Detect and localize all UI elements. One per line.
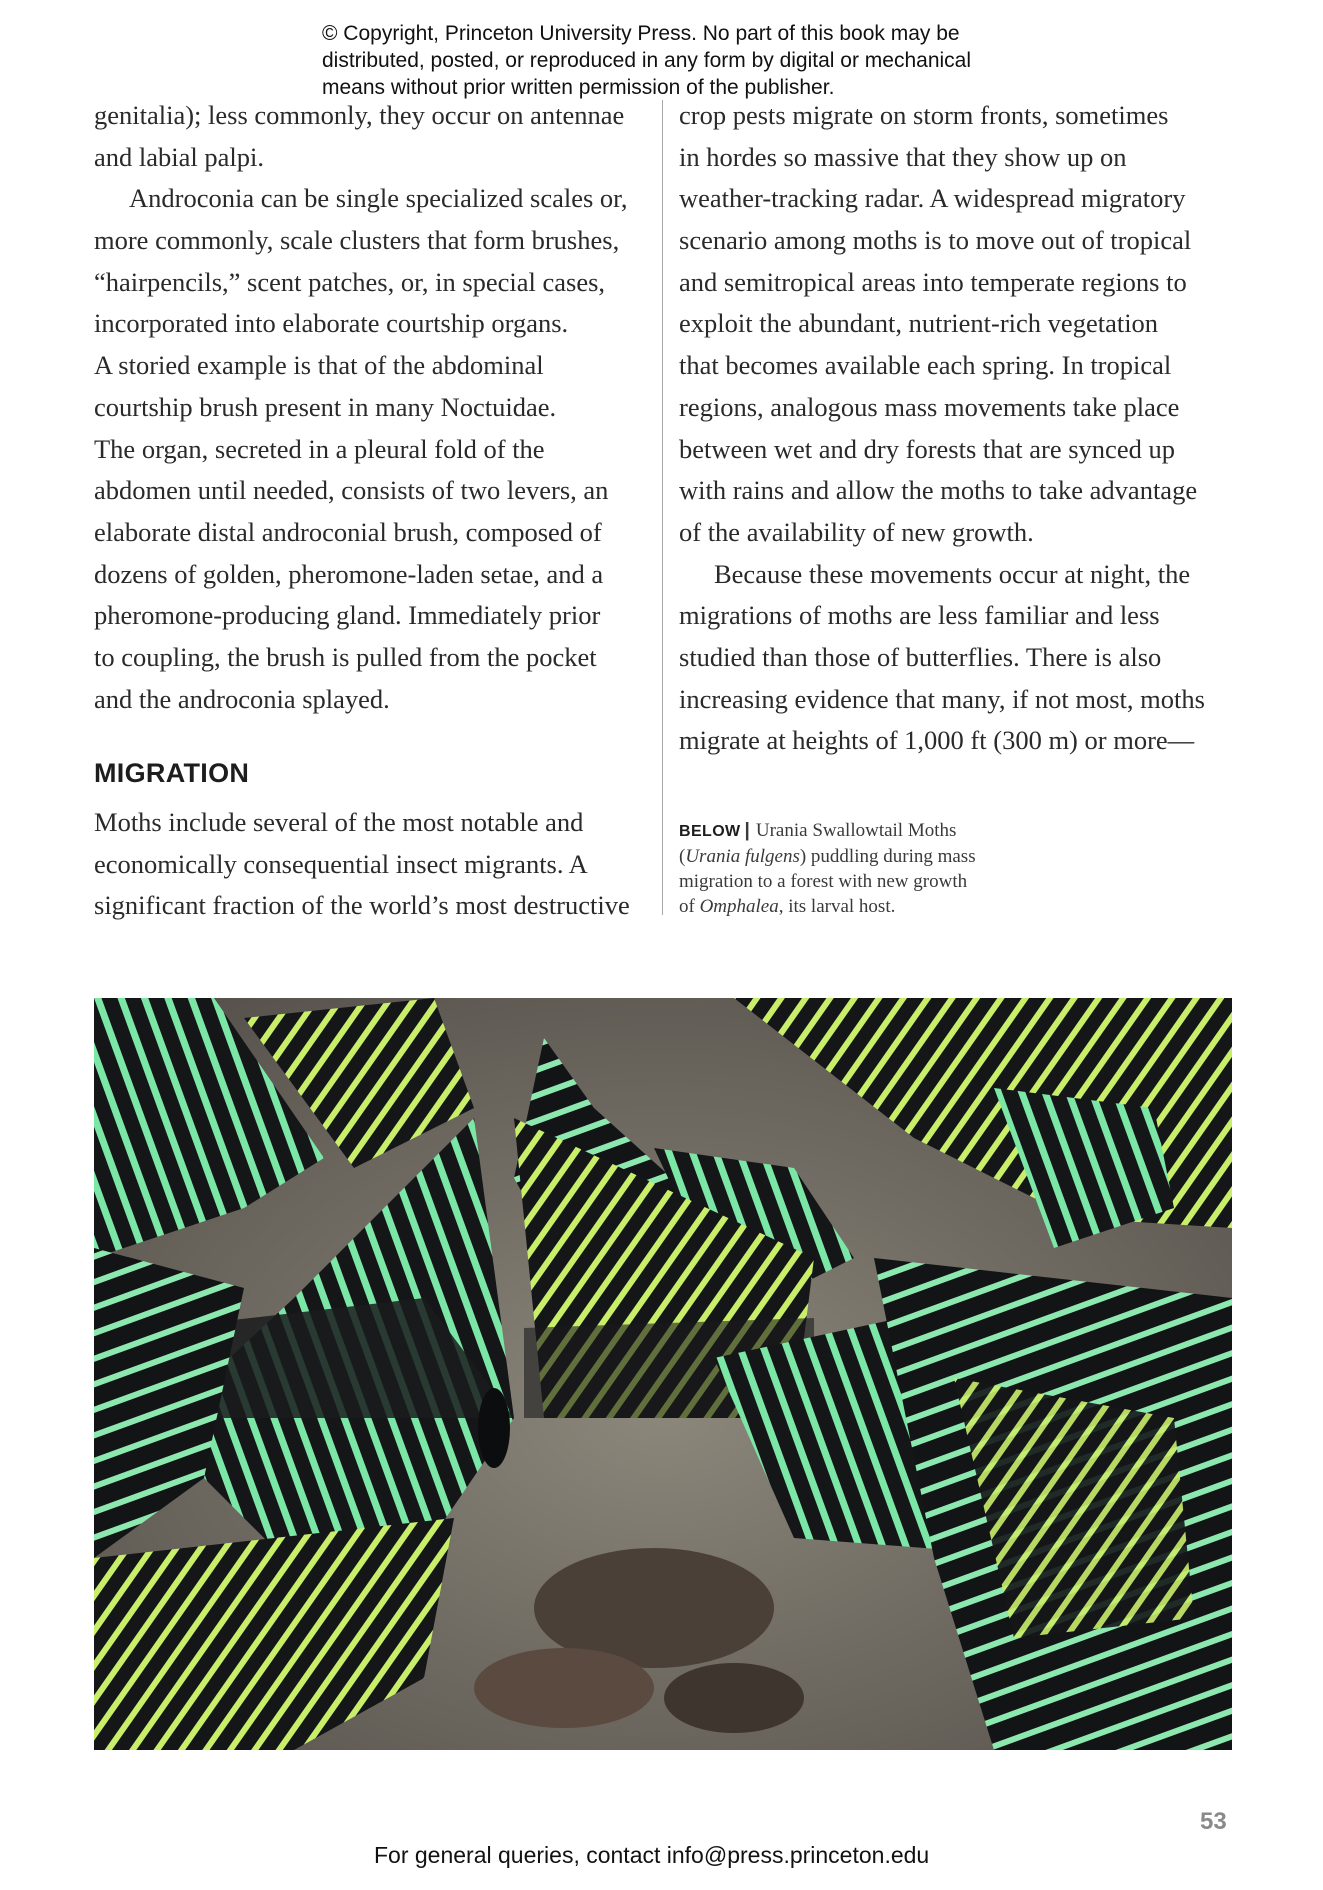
text-line: incorporated into elaborate courtship organs.	[94, 308, 569, 339]
text-line: crop pests migrate on storm fronts, sometimes	[679, 100, 1169, 130]
copyright-line: © Copyright, Princeton University Press. No part of this book may be	[322, 22, 960, 45]
text-line: courtship brush present in many Noctuidae.	[94, 391, 557, 422]
photo-caption	[679, 818, 1039, 919]
text-line: Androconia can be single specialized scales or,	[129, 183, 628, 214]
text-line: in hordes so massive that they show up on	[679, 141, 1127, 172]
caption-text: (	[679, 846, 686, 867]
caption-host: Omphalea	[699, 896, 779, 917]
text-line: dozens of golden, pheromone-laden setae, and a	[94, 558, 604, 589]
copyright-notice	[322, 20, 1062, 101]
text-line: The organ, secreted in a pleural fold of the	[94, 433, 545, 464]
text-line: Because these movements occur at night, the	[714, 558, 1191, 589]
right-column-text	[679, 95, 1239, 762]
caption-label: BELOW	[679, 823, 741, 840]
page-number: 53	[1200, 1808, 1227, 1835]
left-column-text	[94, 95, 654, 720]
text-line: studied than those of butterflies. There is also	[679, 641, 1162, 672]
text-line: more commonly, scale clusters that form brushes,	[94, 225, 620, 256]
text-line: increasing evidence that many, if not most, moths	[679, 683, 1205, 714]
text-line: and labial palpi.	[94, 141, 264, 172]
text-line: to coupling, the brush is pulled from the pocket	[94, 641, 597, 672]
text-line: economically consequential insect migrants. A	[94, 848, 588, 879]
text-line: “hairpencils,” scent patches, or, in special cases,	[94, 266, 606, 297]
text-line: with rains and allow the moths to take advantage	[679, 475, 1198, 506]
text-line: genitalia); less commonly, they occur on antennae	[94, 100, 625, 130]
text-line: pheromone-producing gland. Immediately prior	[94, 600, 601, 631]
caption-species: Urania fulgens	[685, 846, 800, 867]
footer-contact: For general queries, contact info@press.princeton.edu	[374, 1842, 930, 1868]
caption-separator: |	[744, 820, 750, 841]
text-line: abdomen until needed, consists of two levers, an	[94, 475, 609, 506]
caption-line: migration to a forest with new growth	[679, 871, 968, 892]
text-line: and the androconia splayed.	[94, 683, 390, 714]
text-line: weather-tracking radar. A widespread migratory	[679, 183, 1186, 214]
text-line: significant fraction of the world’s most destructive	[94, 890, 630, 921]
text-line: exploit the abundant, nutrient-rich vegetation	[679, 308, 1159, 339]
migration-text	[94, 802, 654, 927]
moth-photo	[94, 998, 1232, 1750]
copyright-line: distributed, posted, or reproduced in any form by digital or mechanical	[322, 49, 972, 72]
text-line: that becomes available each spring. In tropical	[679, 350, 1172, 381]
text-line: A storied example is that of the abdominal	[94, 350, 544, 381]
caption-text: Urania Swallowtail Moths	[755, 820, 957, 841]
column-divider	[662, 100, 663, 915]
caption-line	[679, 894, 1039, 919]
caption-line	[679, 818, 1039, 844]
text-line: migrate at heights of 1,000 ft (300 m) or more—	[679, 725, 1195, 756]
caption-text: of	[679, 896, 700, 917]
copyright-line: means without prior written permission of the publisher.	[322, 76, 835, 99]
text-line: migrations of moths are less familiar and less	[679, 600, 1160, 631]
text-line: elaborate distal androconial brush, composed of	[94, 516, 602, 547]
caption-text: , its larval host.	[778, 896, 896, 917]
text-line: Moths include several of the most notable and	[94, 807, 584, 837]
text-line: and semitropical areas into temperate regions to	[679, 266, 1187, 297]
text-line: between wet and dry forests that are synced up	[679, 433, 1175, 464]
caption-text: ) puddling during mass	[799, 846, 976, 867]
caption-line	[679, 844, 1039, 869]
text-line: scenario among moths is to move out of tropical	[679, 225, 1192, 256]
text-line: regions, analogous mass movements take place	[679, 391, 1180, 422]
text-line: of the availability of new growth.	[679, 516, 1034, 547]
moth-photo-illustration	[94, 998, 1232, 1750]
section-heading: MIGRATION	[94, 758, 250, 788]
